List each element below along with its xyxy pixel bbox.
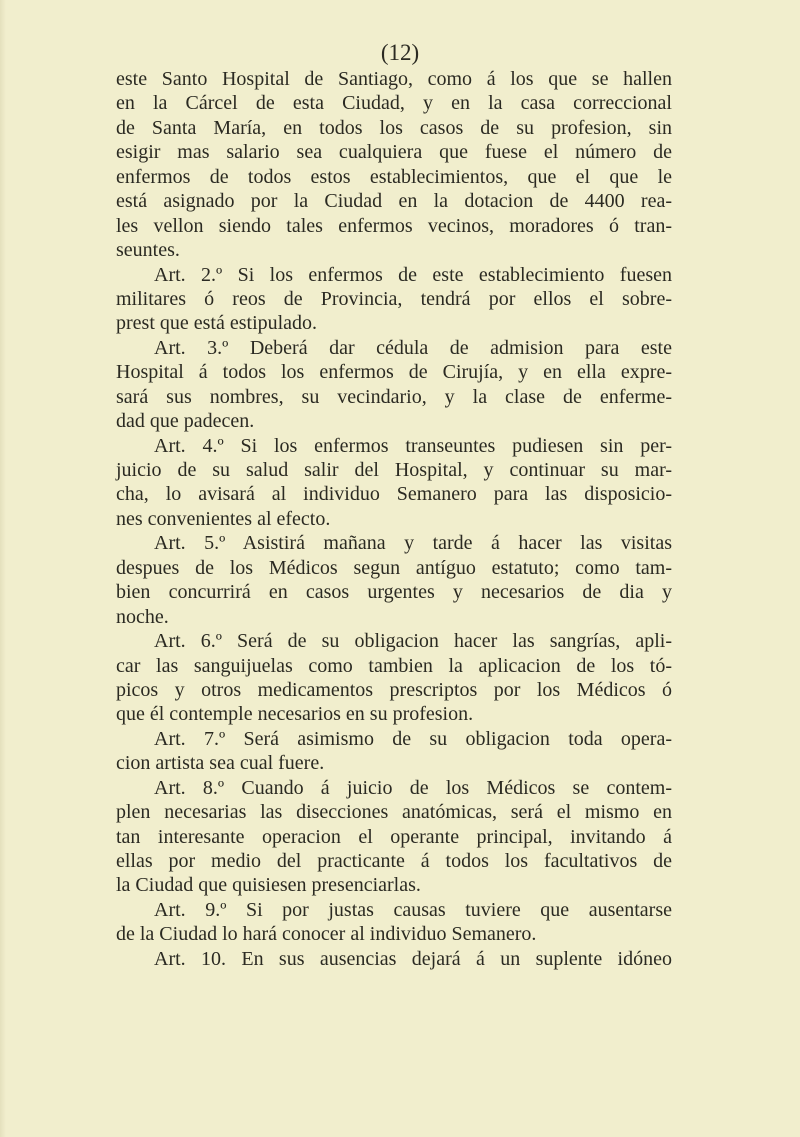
text-line: este Santo Hospital de Santiago, como á los que se hallen: [116, 68, 672, 90]
text-line: Art. 5.º Asistirá mañana y tarde á hacer las visitas: [154, 532, 672, 555]
text-line: cion artista sea cual fuere.: [116, 752, 325, 775]
text-line: bien concurrirá en casos urgentes y necesarios de dia y: [116, 581, 672, 604]
text-line: enfermos de todos estos establecimientos, que el que le: [116, 165, 672, 188]
text-line: está asignado por la Ciudad en la dotacion de 4400 rea-: [116, 190, 672, 213]
text-line: noche.: [116, 605, 169, 628]
text-line: sará sus nombres, su vecindario, y la clase de enferme-: [116, 385, 672, 408]
text-line: picos y otros medicamentos prescriptos por los Médicos ó: [116, 678, 672, 701]
text-line: militares ó reos de Provincia, tendrá por ellos el sobre-: [116, 287, 672, 310]
text-line: Art. 6.º Será de su obligacion hacer las sangrías, apli-: [154, 630, 672, 653]
page-number: (12): [380, 40, 420, 65]
text-line: en la Cárcel de esta Ciudad, y en la casa correccional: [116, 92, 672, 115]
text-line: despues de los Médicos segun antíguo estatuto; como tam-: [116, 556, 672, 579]
text-line: les vellon siendo tales enfermos vecinos, moradores ó tran-: [116, 214, 672, 237]
text-line: seuntes.: [116, 239, 180, 262]
text-line: ellas por medio del practicante á todos los facultativos de: [116, 850, 672, 872]
text-line: Art. 7.º Será asimismo de su obligacion toda opera-: [154, 727, 672, 750]
text-line: Art. 3.º Deberá dar cédula de admision para este: [154, 336, 672, 359]
text-line: que él contemple necesarios en su profesion.: [116, 703, 474, 726]
text-line: de la Ciudad lo hará conocer al individuo Semanero.: [116, 923, 537, 946]
text-line: Art. 4.º Si los enfermos transeuntes pudiesen sin per-: [154, 434, 672, 457]
body-text: [116, 67, 672, 971]
text-line: prest que está estipulado.: [116, 312, 318, 335]
text-line: esigir mas salario sea cualquiera que fuese el número de: [116, 141, 672, 164]
text-line: plen necesarias las disecciones anatómicas, será el mismo en: [116, 801, 672, 824]
text-line: juicio de su salud salir del Hospital, y continuar su mar-: [116, 459, 672, 481]
text-line: Hospital á todos los enfermos de Cirujía, y en ella expre-: [116, 361, 672, 384]
text-line: de Santa María, en todos los casos de su profesion, sin: [116, 116, 672, 139]
text-line: car las sanguijuelas como tambien la aplicacion de los tó-: [116, 654, 672, 677]
text-line: Art. 9.º Si por justas causas tuviere que ausentarse: [154, 898, 672, 921]
text-line: Art. 10. En sus ausencias dejará á un suplente idóneo: [154, 947, 672, 970]
page-edge-shadow: [0, 0, 6, 1137]
text-line: Art. 8.º Cuando á juicio de los Médicos se contem-: [154, 776, 672, 799]
text-line: cha, lo avisará al individuo Semanero para las disposicio-: [116, 483, 672, 506]
text-line: Art. 2.º Si los enfermos de este establecimiento fuesen: [154, 263, 672, 286]
text-line: tan interesante operacion el operante principal, invitando á: [116, 825, 672, 848]
text-line: nes convenientes al efecto.: [116, 507, 331, 530]
text-line: dad que padecen.: [116, 410, 255, 433]
text-line: la Ciudad que quisiesen presenciarlas.: [116, 874, 421, 897]
